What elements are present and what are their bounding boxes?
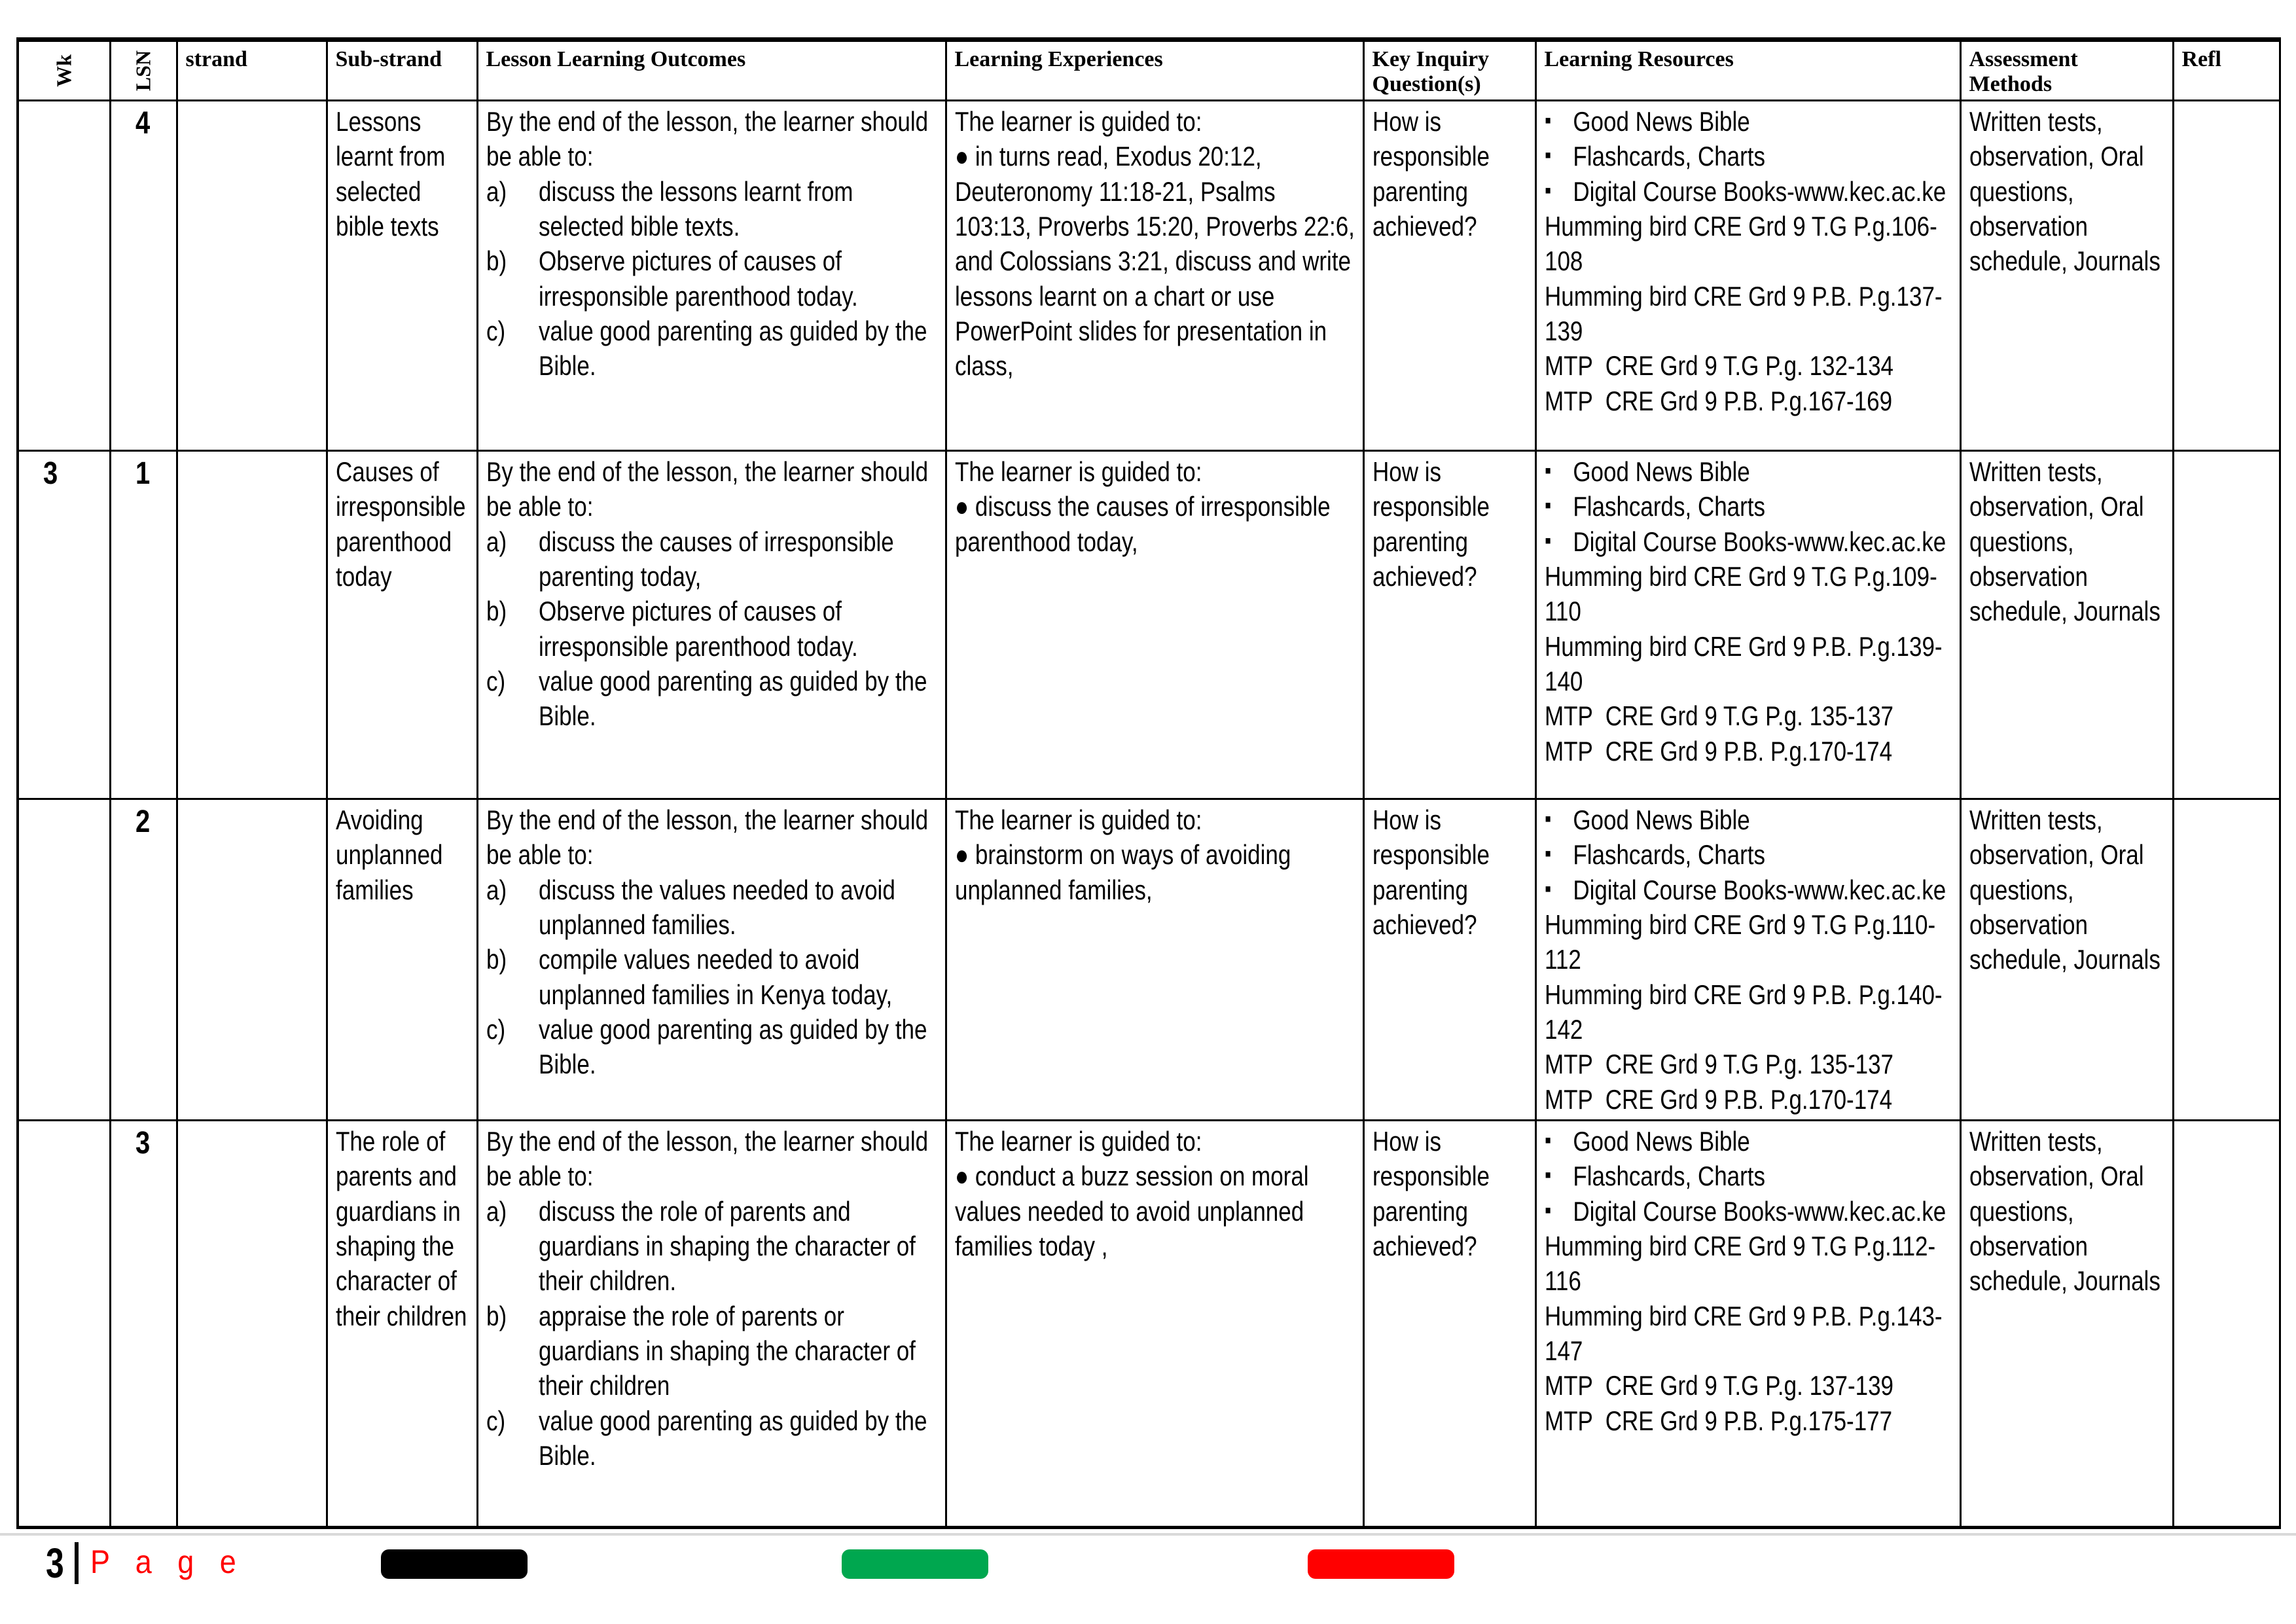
resource-text: Digital Course Books-www.kec.ac.ke xyxy=(1572,874,1946,905)
outcome-label: b) xyxy=(486,1300,507,1331)
page-separator xyxy=(75,1542,79,1584)
resource-line: Humming bird CRE Grd 9 P.B. P.g.137-139 xyxy=(1544,280,1943,346)
resource-text: Digital Course Books-www.kec.ac.ke xyxy=(1572,526,1946,557)
resource-line: MTP CRE Grd 9 P.B. P.g.170-174 xyxy=(1544,735,1892,767)
resource-line: Humming bird CRE Grd 9 P.B. P.g.143-147 xyxy=(1544,1300,1943,1366)
experience-item xyxy=(955,139,1357,383)
resource-line: Humming bird CRE Grd 9 P.B. P.g.139-140 xyxy=(1544,630,1943,696)
refl-cell xyxy=(2173,101,2280,451)
outcome-text: discuss the role of parents and guardians in shaping the character of their children. xyxy=(538,1195,916,1297)
outcome-label: a) xyxy=(486,526,507,557)
resource-bullet-item xyxy=(1545,837,1954,872)
page-footer xyxy=(46,1540,262,1587)
outcome-text: value good parenting as guided by the Bible. xyxy=(538,315,927,382)
outcomes-cell xyxy=(477,101,946,451)
outcome-item xyxy=(486,873,940,943)
outcomes-intro: By the end of the lesson, the learner should be able to: xyxy=(486,1125,928,1192)
resource-line: MTP CRE Grd 9 T.G P.g. 132-134 xyxy=(1544,350,1893,382)
resources-cell xyxy=(1535,799,1960,1121)
assessment-cell xyxy=(1960,799,2173,1121)
outcome-label: b) xyxy=(486,944,507,975)
resources-cell xyxy=(1535,1120,1960,1527)
key-inquiry-cell xyxy=(1363,1120,1535,1527)
square-bullet-icon: ▪ xyxy=(1544,1163,1551,1188)
key-inquiry-text: How is responsible parenting achieved? xyxy=(1372,1125,1490,1261)
outcome-text: discuss the values needed to avoid unplanned families. xyxy=(538,874,895,940)
table-row xyxy=(18,799,2280,1121)
lsn-cell xyxy=(110,451,177,799)
outcome-label: c) xyxy=(486,1013,505,1045)
experience-text: in turns read, Exodus 20:12, Deuteronomy 11:18-21, Psalms 103:13, Proverbs 15:20, Proverbs 22:6, and Colossians 3:21, discuss and write lessons learnt on a chart or use PowerPoint slides for presentation in class, xyxy=(954,141,1355,382)
resource-line: MTP CRE Grd 9 T.G P.g. 135-137 xyxy=(1544,700,1893,732)
footer-divider xyxy=(0,1533,2296,1536)
col-header-outcomes: Lesson Learning Outcomes xyxy=(477,40,946,101)
key-inquiry-text: How is responsible parenting achieved? xyxy=(1372,804,1490,940)
square-bullet-icon: ▪ xyxy=(1544,458,1551,483)
lsn-value: 2 xyxy=(135,804,150,839)
experience-item xyxy=(955,1159,1357,1263)
table-row xyxy=(18,1120,2280,1527)
page-number: 3 xyxy=(46,1540,64,1587)
outcome-text: Observe pictures of causes of irresponsible parenthood today. xyxy=(538,596,858,662)
key-inquiry-cell xyxy=(1363,799,1535,1121)
outcome-text: discuss the causes of irresponsible parenting today, xyxy=(538,526,894,592)
assessment-text: Written tests, observation, Oral questions, observation schedule, Journals xyxy=(1969,1125,2161,1297)
wk-cell xyxy=(18,799,110,1121)
square-bullet-icon: ▪ xyxy=(1544,108,1551,133)
resource-bullet-item xyxy=(1545,1159,1954,1193)
assessment-text: Written tests, observation, Oral questions, observation schedule, Journals xyxy=(1969,456,2161,627)
outcome-text: value good parenting as guided by the Bible. xyxy=(538,1405,927,1471)
outcome-label: a) xyxy=(486,175,507,207)
col-header-wk xyxy=(18,40,110,101)
sub-strand-cell xyxy=(327,451,477,799)
resource-text: Good News Bible xyxy=(1572,456,1750,487)
outcomes-cell xyxy=(477,451,946,799)
key-inquiry-cell xyxy=(1363,101,1535,451)
refl-cell xyxy=(2173,451,2280,799)
outcome-item xyxy=(486,1194,940,1299)
experiences-cell xyxy=(946,451,1363,799)
square-bullet-icon: ▪ xyxy=(1544,143,1551,168)
col-header-assessment xyxy=(1960,40,2173,101)
resource-line: Humming bird CRE Grd 9 T.G P.g.106-108 xyxy=(1544,210,1937,277)
resource-bullet-item xyxy=(1545,139,1954,173)
square-bullet-icon: ▪ xyxy=(1544,1127,1551,1153)
experience-text: brainstorm on ways of avoiding unplanned families, xyxy=(954,839,1291,905)
table-row xyxy=(18,451,2280,799)
outcome-label: c) xyxy=(486,665,505,696)
resource-bullet-item xyxy=(1545,489,1954,524)
refl-cell xyxy=(2173,799,2280,1121)
sub-strand-text: Lessons learnt from selected bible texts xyxy=(335,106,445,242)
lsn-value: 3 xyxy=(135,1125,150,1161)
experiences-intro: The learner is guided to: xyxy=(954,106,1202,137)
outcome-text: value good parenting as guided by the Bible. xyxy=(538,665,927,732)
key-inquiry-header-label: Key Inquiry Question(s) xyxy=(1372,47,1490,96)
resource-line: Humming bird CRE Grd 9 P.B. P.g.140-142 xyxy=(1544,979,1943,1045)
square-bullet-icon: ▪ xyxy=(1544,876,1551,901)
col-header-experiences: Learning Experiences xyxy=(946,40,1363,101)
outcome-item xyxy=(486,594,940,664)
resource-line: Humming bird CRE Grd 9 T.G P.g.110-112 xyxy=(1544,909,1935,975)
key-inquiry-cell xyxy=(1363,451,1535,799)
resource-line: MTP CRE Grd 9 T.G P.g. 135-137 xyxy=(1544,1049,1893,1080)
col-header-resources: Learning Resources xyxy=(1535,40,1960,101)
refl-cell xyxy=(2173,1120,2280,1527)
outcome-text: compile values needed to avoid unplanned families in Kenya today, xyxy=(538,944,892,1010)
resource-text: Digital Course Books-www.kec.ac.ke xyxy=(1572,175,1946,207)
key-inquiry-text: How is responsible parenting achieved? xyxy=(1372,106,1490,242)
resource-text: Flashcards, Charts xyxy=(1572,491,1765,522)
key-inquiry-text: How is responsible parenting achieved? xyxy=(1372,456,1490,592)
strand-cell xyxy=(177,1120,327,1527)
resource-text: Flashcards, Charts xyxy=(1572,839,1765,871)
outcome-text: discuss the lessons learnt from selected bible texts. xyxy=(538,175,853,242)
outcome-text: appraise the role of parents or guardians in shaping the character of their children xyxy=(538,1300,916,1401)
experience-item xyxy=(955,489,1357,559)
dot-bullet-icon: ● xyxy=(954,1161,969,1192)
strand-cell xyxy=(177,101,327,451)
strand-cell xyxy=(177,451,327,799)
wk-cell xyxy=(18,101,110,451)
resource-line: MTP CRE Grd 9 P.B. P.g.170-174 xyxy=(1544,1083,1892,1115)
square-bullet-icon: ▪ xyxy=(1544,1197,1551,1223)
sub-strand-cell xyxy=(327,1120,477,1527)
resource-text: Good News Bible xyxy=(1572,804,1750,835)
resources-cell xyxy=(1535,451,1960,799)
outcome-item xyxy=(486,1299,940,1403)
lsn-cell xyxy=(110,1120,177,1527)
assessment-header-label: Assessment Methods xyxy=(1969,47,2078,96)
wk-cell xyxy=(18,1120,110,1527)
resource-bullet-item xyxy=(1545,174,1954,209)
outcome-item xyxy=(486,524,940,594)
square-bullet-icon: ▪ xyxy=(1544,806,1551,831)
outcome-text: Observe pictures of causes of irresponsible parenthood today. xyxy=(538,245,858,312)
resource-bullet-item xyxy=(1545,524,1954,559)
assessment-text: Written tests, observation, Oral questions, observation schedule, Journals xyxy=(1969,106,2161,277)
green-bar xyxy=(842,1549,988,1579)
resource-line: Humming bird CRE Grd 9 T.G P.g.112-116 xyxy=(1544,1230,1935,1297)
resource-bullet-item xyxy=(1545,1124,1954,1159)
col-header-strand: strand xyxy=(177,40,327,101)
assessment-text: Written tests, observation, Oral questions, observation schedule, Journals xyxy=(1969,804,2161,975)
sub-strand-text: The role of parents and guardians in shaping the character of their children xyxy=(335,1125,467,1331)
scheme-of-work-table xyxy=(16,37,2281,1529)
outcome-item xyxy=(486,244,940,314)
header-row xyxy=(18,40,2280,101)
dot-bullet-icon: ● xyxy=(954,141,969,172)
wk-header-label: Wk xyxy=(52,54,76,87)
resource-bullet-item xyxy=(1545,454,1954,489)
outcome-label: c) xyxy=(486,315,505,346)
resource-text: Good News Bible xyxy=(1572,106,1750,137)
outcomes-cell xyxy=(477,799,946,1121)
outcome-text: value good parenting as guided by the Bible. xyxy=(538,1013,927,1080)
table-row xyxy=(18,101,2280,451)
sub-strand-text: Causes of irresponsible parenthood today xyxy=(335,456,465,592)
experiences-intro: The learner is guided to: xyxy=(954,1125,1202,1157)
experience-item xyxy=(955,837,1357,907)
experience-text: conduct a buzz session on moral values needed to avoid unplanned families today , xyxy=(954,1161,1309,1261)
experience-text: discuss the causes of irresponsible parenthood today, xyxy=(954,491,1331,557)
resource-line: MTP CRE Grd 9 T.G P.g. 137-139 xyxy=(1544,1370,1893,1401)
experiences-cell xyxy=(946,101,1363,451)
lsn-header-label: LSN xyxy=(131,50,155,92)
col-header-sub-strand: Sub-strand xyxy=(327,40,477,101)
resource-text: Good News Bible xyxy=(1572,1125,1750,1157)
sub-strand-cell xyxy=(327,101,477,451)
col-header-key-inquiry xyxy=(1363,40,1535,101)
col-header-lsn xyxy=(110,40,177,101)
wk-value: 3 xyxy=(43,456,58,491)
resource-line: MTP CRE Grd 9 P.B. P.g.167-169 xyxy=(1544,385,1892,416)
resource-bullet-item xyxy=(1545,104,1954,139)
resources-cell xyxy=(1535,101,1960,451)
square-bullet-icon: ▪ xyxy=(1544,493,1551,518)
resource-text: Digital Course Books-www.kec.ac.ke xyxy=(1572,1195,1946,1227)
outcome-label: b) xyxy=(486,245,507,277)
outcome-label: a) xyxy=(486,1195,507,1227)
outcome-item xyxy=(486,314,940,384)
experiences-intro: The learner is guided to: xyxy=(954,456,1202,487)
experiences-cell xyxy=(946,799,1363,1121)
outcome-item xyxy=(486,942,940,1012)
outcomes-cell xyxy=(477,1120,946,1527)
square-bullet-icon: ▪ xyxy=(1544,177,1551,203)
dot-bullet-icon: ● xyxy=(954,491,969,522)
lsn-value: 4 xyxy=(135,106,150,141)
experiences-intro: The learner is guided to: xyxy=(954,804,1202,835)
outcome-item xyxy=(486,664,940,734)
outcome-label: b) xyxy=(486,596,507,627)
resource-bullet-item xyxy=(1545,873,1954,907)
page-label: P a g e xyxy=(90,1543,245,1580)
resource-bullet-item xyxy=(1545,803,1954,837)
red-bar xyxy=(1308,1549,1454,1579)
outcome-item xyxy=(486,1012,940,1082)
resource-bullet-item xyxy=(1545,1194,1954,1229)
wk-cell xyxy=(18,451,110,799)
outcomes-intro: By the end of the lesson, the learner should be able to: xyxy=(486,456,928,522)
outcome-label: a) xyxy=(486,874,507,905)
outcome-label: c) xyxy=(486,1405,505,1436)
col-header-refl: Refl xyxy=(2173,40,2280,101)
outcome-item xyxy=(486,174,940,244)
outcomes-intro: By the end of the lesson, the learner should be able to: xyxy=(486,804,928,871)
outcome-item xyxy=(486,1403,940,1473)
assessment-cell xyxy=(1960,451,2173,799)
resource-text: Flashcards, Charts xyxy=(1572,1161,1765,1192)
square-bullet-icon: ▪ xyxy=(1544,841,1551,867)
square-bullet-icon: ▪ xyxy=(1544,528,1551,553)
resource-text: Flashcards, Charts xyxy=(1572,141,1765,172)
dot-bullet-icon: ● xyxy=(954,839,969,871)
resource-line: Humming bird CRE Grd 9 T.G P.g.109-110 xyxy=(1544,560,1937,627)
outcomes-intro: By the end of the lesson, the learner should be able to: xyxy=(486,106,928,172)
lsn-cell xyxy=(110,799,177,1121)
assessment-cell xyxy=(1960,101,2173,451)
strand-cell xyxy=(177,799,327,1121)
sub-strand-cell xyxy=(327,799,477,1121)
black-bar xyxy=(381,1549,528,1579)
assessment-cell xyxy=(1960,1120,2173,1527)
resource-line: MTP CRE Grd 9 P.B. P.g.175-177 xyxy=(1544,1405,1892,1436)
sub-strand-text: Avoiding unplanned families xyxy=(335,804,442,905)
lsn-cell xyxy=(110,101,177,451)
lsn-value: 1 xyxy=(135,456,150,491)
experiences-cell xyxy=(946,1120,1363,1527)
